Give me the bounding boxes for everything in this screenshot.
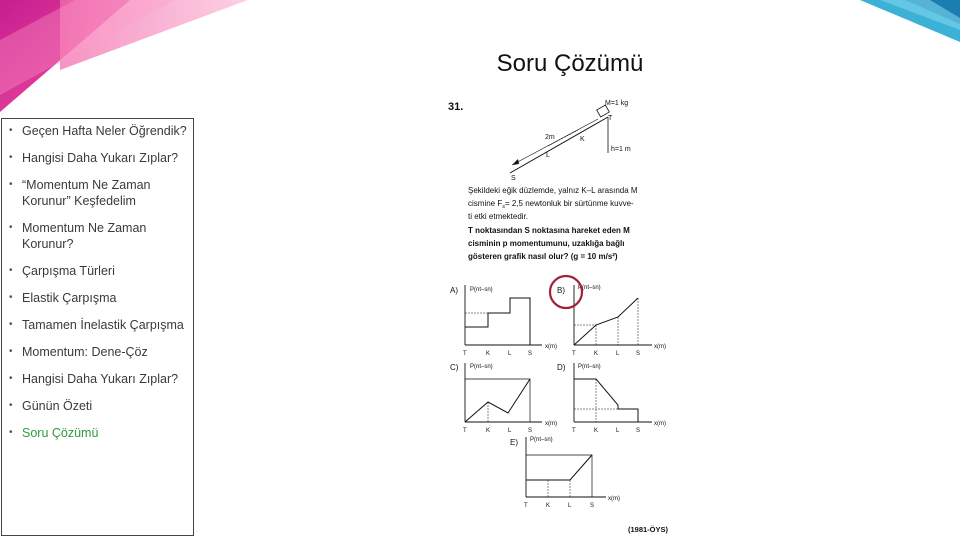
friction-subscript: s xyxy=(502,204,505,210)
option-d-graph[interactable] xyxy=(557,363,666,434)
option-e-xlabel: x(m) xyxy=(608,496,620,502)
option-c-graph[interactable] xyxy=(450,363,557,434)
option-c-tick-S: S xyxy=(528,428,533,434)
label-mass: M=1 kg xyxy=(605,100,629,107)
question-number: 31. xyxy=(448,101,464,113)
agenda-list xyxy=(8,123,187,441)
question-line-3: ti etki etmektedir. xyxy=(468,212,529,221)
agenda-item[interactable]: • Tamamen İnelastik Çarpışma xyxy=(8,317,187,333)
agenda-item[interactable]: • Hangisi Daha Yukarı Zıplar? xyxy=(8,371,187,387)
top-right-decoration xyxy=(860,0,960,45)
question-line-2a xyxy=(468,199,634,210)
option-d-tick-K: K xyxy=(594,428,599,434)
option-a-ylabel: P(nt–sn) xyxy=(470,287,493,293)
option-e-tick-T: T xyxy=(524,503,528,509)
label-length: 2m xyxy=(545,134,555,141)
question-text xyxy=(468,186,638,261)
option-d-label: D) xyxy=(557,363,566,372)
option-b-tick-T: T xyxy=(572,351,576,357)
question-source: (1981-ÖYS) xyxy=(628,525,669,534)
agenda-item[interactable]: • “Momentum Ne Zaman Korunur” Keşfedelim xyxy=(8,177,187,209)
option-c-tick-K: K xyxy=(486,428,491,434)
option-e-label: E) xyxy=(510,438,518,447)
option-d-tick-L: L xyxy=(616,428,620,434)
question-line-1: Şekildeki eğik düzlemde, yalnız K–L arasında M xyxy=(468,186,638,195)
option-b-xlabel: x(m) xyxy=(654,344,666,350)
option-b-tick-S: S xyxy=(636,351,641,357)
option-d-tick-T: T xyxy=(572,428,576,434)
selected-answer-highlight xyxy=(550,276,582,308)
option-c-ylabel: P(nt–sn) xyxy=(470,364,493,370)
option-d-xlabel: x(m) xyxy=(654,421,666,427)
agenda-item[interactable]: • Geçen Hafta Neler Öğrendik? xyxy=(8,123,187,139)
option-a-label: A) xyxy=(450,286,458,295)
option-d-ylabel: P(nt–sn) xyxy=(578,364,601,370)
option-a-tick-L: L xyxy=(508,351,512,357)
agenda-item[interactable]: • Günün Özeti xyxy=(8,398,187,414)
agenda-item[interactable]: • Çarpışma Türleri xyxy=(8,263,187,279)
incline-diagram xyxy=(510,100,631,182)
option-e-ylabel: P(nt–sn) xyxy=(530,437,553,443)
option-c-tick-T: T xyxy=(463,428,467,434)
slide-title: Soru Çözümü xyxy=(496,50,644,77)
option-e-tick-S: S xyxy=(590,503,595,509)
option-e-tick-L: L xyxy=(568,503,572,509)
top-left-decoration xyxy=(0,0,250,115)
question-line-6: gösteren grafik nasıl olur? (g = 10 m/s²) xyxy=(468,252,618,261)
label-height: h=1 m xyxy=(611,146,631,153)
label-point-T: T xyxy=(608,115,613,122)
option-a-graph[interactable] xyxy=(450,285,557,357)
option-b-label: B) xyxy=(557,286,565,295)
label-point-L: L xyxy=(546,152,550,159)
option-a-tick-S: S xyxy=(528,351,533,357)
option-e-tick-K: K xyxy=(546,503,551,509)
label-point-K: K xyxy=(580,136,585,143)
label-point-S: S xyxy=(511,175,516,182)
option-e-graph[interactable] xyxy=(510,437,620,509)
agenda-item[interactable]: • Soru Çözümü xyxy=(8,425,187,441)
agenda-panel xyxy=(1,118,194,536)
question-line-4: T noktasından S noktasına hareket eden M xyxy=(468,226,630,235)
question-line-2-start: cismine F xyxy=(468,199,503,208)
problem-figure xyxy=(430,95,685,540)
option-d-tick-S: S xyxy=(636,428,641,434)
option-b-tick-L: L xyxy=(616,351,620,357)
option-b-ylabel: P(nt–sn) xyxy=(578,285,601,291)
agenda-item[interactable]: • Momentum: Dene-Çöz xyxy=(8,344,187,360)
option-a-xlabel: x(m) xyxy=(545,344,557,350)
option-a-tick-K: K xyxy=(486,351,491,357)
agenda-item[interactable]: • Elastik Çarpışma xyxy=(8,290,187,306)
option-a-tick-T: T xyxy=(463,351,467,357)
agenda-item[interactable]: • Hangisi Daha Yukarı Zıplar? xyxy=(8,150,187,166)
option-b-graph[interactable] xyxy=(550,276,666,357)
option-b-tick-K: K xyxy=(594,351,599,357)
agenda-item[interactable]: • Momentum Ne Zaman Korunur? xyxy=(8,220,187,252)
question-line-2-rest: = 2,5 newtonluk bir sürtünme kuvve- xyxy=(504,199,634,208)
option-c-tick-L: L xyxy=(508,428,512,434)
question-line-5: cisminin p momentumunu, uzaklığa bağlı xyxy=(468,239,625,248)
option-c-label: C) xyxy=(450,363,459,372)
option-c-xlabel: x(m) xyxy=(545,421,557,427)
